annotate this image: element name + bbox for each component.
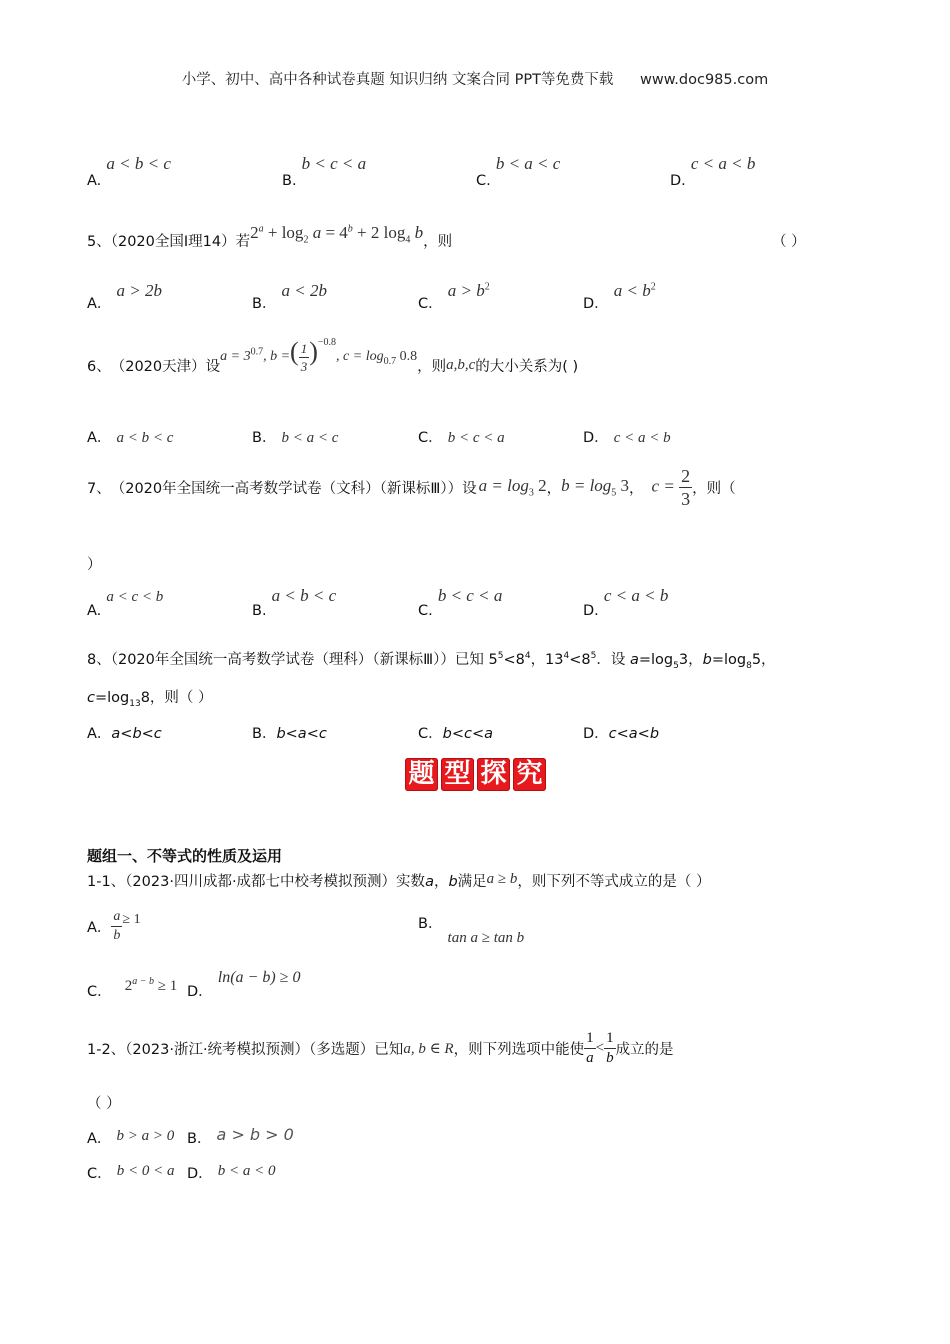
q1-2-fraction-2 xyxy=(604,1031,616,1066)
option-math: b < a < c xyxy=(495,154,561,173)
q8-var: c xyxy=(87,690,95,706)
q7-stem xyxy=(87,462,736,512)
eq-part: + 2 log xyxy=(352,223,406,242)
option-math: a < b < c xyxy=(106,154,171,173)
option-math xyxy=(111,910,140,943)
eq-part: 2 xyxy=(250,223,259,242)
q4-option-b xyxy=(282,154,367,189)
option-label: B. xyxy=(282,173,297,189)
eq-part: + log xyxy=(263,223,304,242)
eq-part: b xyxy=(410,223,424,242)
q7-option-a xyxy=(87,586,164,619)
q6-stem xyxy=(87,336,579,390)
q7-a-expr xyxy=(479,476,547,498)
option-math: c < a < b xyxy=(603,586,669,605)
question-source: （2020全国I理14）若 xyxy=(110,234,251,250)
option-label: A． xyxy=(87,430,112,446)
question-source: （2020年全国统一高考数学试卷（文科）（新课标Ⅲ））设 xyxy=(110,480,477,497)
eq-part: 4 xyxy=(405,234,411,246)
q6-equation: $a = 3^{0.7}$, b =( $\frac{1}{3}$ )$^{-0.8}$, $c = \log_{0.7} 0.8$ xyxy=(220,336,418,374)
frac-den: a xyxy=(586,1049,594,1066)
eq-part: a xyxy=(308,223,322,242)
question-text: ， xyxy=(433,874,449,890)
banner-char: 题 xyxy=(405,758,438,791)
option-label: C． xyxy=(87,984,112,1000)
q8-var: a xyxy=(629,652,639,668)
q1-2-answer-paren: （ ） xyxy=(87,1096,121,1112)
q5-answer-paren: （ ） xyxy=(772,234,806,250)
eq-part: 5 xyxy=(611,487,617,499)
q6-option-a xyxy=(87,426,173,447)
q8-text: =log xyxy=(711,652,747,668)
q7-b-expr xyxy=(561,476,629,498)
q8-sup: 5 xyxy=(590,651,597,662)
banner-char: 探 xyxy=(477,758,510,791)
q5-equation xyxy=(250,223,424,246)
header-text: 小学、初中、高中各种试卷真题 知识归纳 文案合同 PPT等免费下载 xyxy=(181,72,614,88)
option-math: b < c < a xyxy=(447,430,505,446)
question-then: ，则（ xyxy=(692,480,736,497)
q4-option-a xyxy=(87,154,171,189)
q1-1-option-d xyxy=(187,966,301,1000)
q8-var: b xyxy=(702,652,712,668)
option-math: a > b > 0 xyxy=(216,1125,294,1144)
eq-part: b xyxy=(347,223,353,235)
q8-text: 8，则（ ） xyxy=(140,690,213,706)
q6-option-d xyxy=(583,426,671,447)
option-sup: 2 xyxy=(650,281,656,293)
option-math: tan a ≥ tan b xyxy=(447,930,525,946)
option-label: A． xyxy=(87,296,112,312)
q6-option-b xyxy=(252,426,338,447)
section-banner xyxy=(405,758,546,791)
option-math: a > b xyxy=(447,281,485,300)
page-header xyxy=(0,68,950,89)
option-label: D． xyxy=(583,430,609,446)
q8-text: ，13 xyxy=(530,652,564,668)
option-math: b < a < c xyxy=(281,430,339,446)
option-math: a < b < c xyxy=(116,430,174,446)
q6-fraction xyxy=(299,342,310,373)
q8-text: <8 xyxy=(569,652,591,668)
option-label: B. xyxy=(252,603,267,619)
option-label: A. xyxy=(87,603,102,619)
eq-part: , b = xyxy=(263,349,291,365)
question-text: 1-1、（2023·四川成都·成都七中校考模拟预测）实数 xyxy=(87,874,426,890)
q8-sup: 4 xyxy=(563,651,570,662)
option-math: b < 0 < a xyxy=(116,1163,175,1179)
option-math: c < a < b xyxy=(690,154,756,173)
option-label: A． xyxy=(87,919,112,936)
option-fraction xyxy=(111,910,122,943)
q7-option-b xyxy=(252,586,337,619)
option-math: a > 2b xyxy=(116,281,162,300)
option-math: b > a > 0 xyxy=(116,1128,175,1144)
question-text: 成立的是 xyxy=(615,1041,674,1058)
q8-text: 8、（2020年全国统一高考数学试卷（理科）（新课标Ⅲ））已知 5 xyxy=(87,652,498,668)
option-label: C． xyxy=(418,296,443,312)
q6-option-c xyxy=(418,426,505,447)
option-label: D． xyxy=(187,984,213,1000)
eq-part: 2 xyxy=(124,978,133,994)
option-rel: ≥ 1 xyxy=(122,912,141,927)
option-label: D. xyxy=(670,173,686,189)
q8-text: 5， xyxy=(751,652,776,668)
question-tail: 的大小关系为( ) xyxy=(475,358,579,375)
option-math xyxy=(125,978,177,994)
question-text: ，则下列不等式成立的是（ ） xyxy=(517,874,711,890)
q8-text: ．设 xyxy=(596,652,630,668)
question-cond: a, b ∈ R xyxy=(403,1040,454,1057)
q8-text: =log xyxy=(94,690,130,706)
q5-option-d xyxy=(583,280,656,312)
frac-num: a xyxy=(111,910,122,927)
q1-2-option-b xyxy=(187,1124,294,1145)
option-math: a<b<c xyxy=(111,726,162,742)
group-title: 题组一、不等式的性质及运用 xyxy=(87,847,283,865)
option-math: b<c<a xyxy=(442,726,493,742)
question-then: ，则 xyxy=(423,234,453,250)
option-label: A. xyxy=(87,173,102,189)
question-var: a xyxy=(425,874,434,890)
option-math: b < c < a xyxy=(301,154,367,173)
question-cond: a ≥ b xyxy=(486,871,518,887)
eq-part: 2 xyxy=(303,234,309,246)
q8-option-c xyxy=(418,722,493,743)
eq-part: a xyxy=(258,223,264,235)
option-label: B． xyxy=(252,726,277,742)
option-sup: 2 xyxy=(484,281,490,293)
q8-sub: 5 xyxy=(673,660,679,671)
header-url[interactable]: www.doc985.com xyxy=(640,72,769,88)
frac-num: 1 xyxy=(604,1031,616,1049)
frac-num: 2 xyxy=(681,465,691,486)
question-vars: a,b,c xyxy=(446,356,476,373)
frac-den: b xyxy=(113,927,121,943)
eq-part: b = log xyxy=(561,475,612,495)
option-label: C. xyxy=(418,603,433,619)
q4-option-c xyxy=(476,154,561,189)
comma: ， xyxy=(629,480,644,497)
frac-den: 3 xyxy=(681,488,691,509)
option-label: B． xyxy=(252,296,277,312)
eq-part: 0.7 xyxy=(250,346,264,358)
banner-char: 究 xyxy=(513,758,546,791)
option-label: A． xyxy=(87,726,112,742)
option-label: C． xyxy=(418,726,443,742)
option-math: c<a<b xyxy=(608,726,660,742)
q8-option-a xyxy=(87,722,162,743)
frac-den: b xyxy=(606,1049,614,1066)
option-label: D. xyxy=(583,603,599,619)
q5-stem xyxy=(87,223,453,253)
q5-option-a xyxy=(87,280,162,312)
question-var: b xyxy=(448,874,458,890)
option-label: D． xyxy=(583,296,609,312)
question-source: （2020天津）设 xyxy=(110,358,221,375)
q8-text: 3， xyxy=(678,652,703,668)
q7-close-paren: ） xyxy=(87,557,102,573)
option-math: a < b xyxy=(613,281,651,300)
q1-2-option-a xyxy=(87,1124,174,1145)
option-math: c < a < b xyxy=(613,430,671,446)
q8-option-b xyxy=(252,722,327,743)
eq-part: a = 3 xyxy=(220,349,251,365)
option-math: ln(a − b) ≥ 0 xyxy=(217,969,301,986)
q8-stem-line2 xyxy=(87,686,213,709)
option-math: a < 2b xyxy=(281,281,328,300)
question-number: 5、 xyxy=(87,234,111,250)
question-suffix: ，则 xyxy=(417,358,447,375)
eq-part: = 4 xyxy=(321,223,348,242)
q1-2-option-c xyxy=(87,1159,174,1180)
option-label: B． xyxy=(187,1131,212,1147)
option-label: C． xyxy=(418,430,443,446)
eq-part: 2 xyxy=(533,475,547,495)
eq-part: ≥ 1 xyxy=(153,978,178,994)
eq-part: c = xyxy=(651,475,675,495)
eq-part: 0.8 xyxy=(396,349,418,365)
q8-sup: 4 xyxy=(524,651,531,662)
option-label: B． xyxy=(252,430,277,446)
q7-fraction xyxy=(679,467,692,508)
q8-sup: 5 xyxy=(497,651,504,662)
q5-option-c xyxy=(418,280,490,312)
option-label: D． xyxy=(583,726,609,742)
eq-part: −0.8 xyxy=(317,336,337,348)
eq-part: , c = log xyxy=(336,349,384,365)
option-label: A． xyxy=(87,1131,112,1147)
q1-2-stem xyxy=(87,1026,674,1070)
option-label: C. xyxy=(476,173,491,189)
eq-part: a − b xyxy=(132,976,154,987)
question-text: 满足 xyxy=(457,874,487,890)
q7-option-d xyxy=(583,586,669,619)
frac-num: 1 xyxy=(584,1031,596,1049)
q5-option-b xyxy=(252,280,328,312)
eq-part: 3 xyxy=(528,487,534,499)
q1-2-option-d xyxy=(187,1159,276,1180)
q1-1-option-b xyxy=(418,916,525,946)
option-label: D． xyxy=(187,1166,213,1182)
comma: ， xyxy=(546,480,562,497)
question-text: ，则下列选项中能使 xyxy=(453,1041,585,1058)
q8-sub: 8 xyxy=(746,660,752,671)
banner-char: 型 xyxy=(441,758,474,791)
q8-text: <8 xyxy=(503,652,525,668)
frac-den: 3 xyxy=(300,358,308,374)
option-math: b<a<c xyxy=(276,726,327,742)
frac-num: 1 xyxy=(300,340,308,356)
q7-c-expr xyxy=(652,467,693,508)
q1-1-option-c xyxy=(87,966,178,1000)
question-rel: < xyxy=(595,1039,605,1056)
question-text: 1-2、（2023·浙江·统考模拟预测）（多选题）已知 xyxy=(87,1041,404,1058)
q1-1-option-a xyxy=(87,904,141,948)
q8-text: =log xyxy=(638,652,674,668)
q8-sub: 13 xyxy=(129,698,141,709)
option-label: C． xyxy=(87,1166,112,1182)
q1-1-stem xyxy=(87,870,711,891)
q4-option-d xyxy=(670,154,756,189)
option-label: B． xyxy=(418,916,443,932)
eq-part: 3 xyxy=(616,475,630,495)
question-number: 7、 xyxy=(87,480,111,497)
question-number: 6、 xyxy=(87,358,111,375)
q1-2-fraction-1 xyxy=(584,1031,596,1066)
q8-stem-line1 xyxy=(87,648,776,671)
option-math: b < a < 0 xyxy=(217,1163,276,1179)
option-math: a < c < b xyxy=(106,589,164,605)
q8-option-d xyxy=(583,722,659,743)
option-math: a < b < c xyxy=(271,586,337,605)
option-math: b < c < a xyxy=(437,586,503,605)
q7-option-c xyxy=(418,586,503,619)
eq-part: 0.7 xyxy=(383,356,397,368)
eq-part: a = log xyxy=(478,475,529,495)
